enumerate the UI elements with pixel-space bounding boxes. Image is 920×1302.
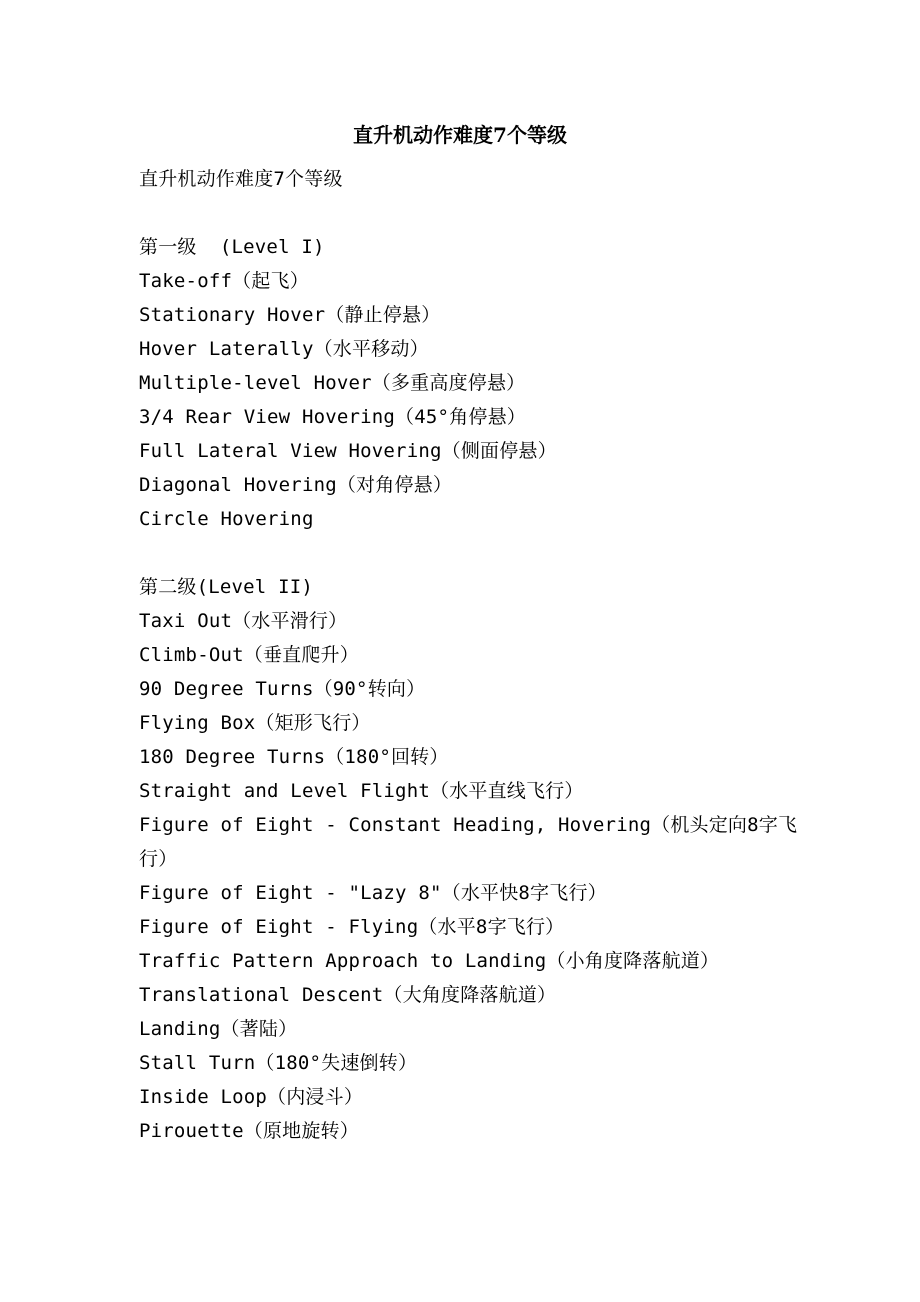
level-2-item-flying-box: Flying Box（矩形飞行）	[139, 712, 371, 734]
level-2-heading: 第二级(Level II)	[139, 576, 313, 598]
level-2-item-straight-level-flight: Straight and Level Flight（水平直线飞行）	[139, 780, 584, 802]
level-2-item-inside-loop: Inside Loop（内浸斗）	[139, 1086, 364, 1108]
level-2-item-figure-eight-lazy-8: Figure of Eight - "Lazy 8"（水平快8字飞行）	[139, 882, 607, 904]
level-2-item-translational-descent: Translational Descent（大角度降落航道）	[139, 984, 557, 1006]
level-1-item-circle-hovering: Circle Hovering	[139, 508, 314, 530]
level-2-item-climb-out: Climb-Out（垂直爬升）	[139, 644, 359, 666]
blank-line	[139, 536, 799, 570]
level-2-item-pirouette: Pirouette（原地旋转）	[139, 1120, 359, 1142]
level-2-item-stall-turn: Stall Turn（180°失速倒转）	[139, 1052, 418, 1074]
level-1-heading: 第一级 (Level I)	[139, 236, 325, 258]
level-1-item-rear-view-hovering: 3/4 Rear View Hovering（45°角停悬）	[139, 406, 526, 428]
level-1-item-takeoff: Take-off（起飞）	[139, 270, 309, 292]
document-body	[139, 162, 799, 1148]
level-2-item-taxi-out: Taxi Out（水平滑行）	[139, 610, 348, 632]
level-2-item-90-degree-turns: 90 Degree Turns（90°转向）	[139, 678, 426, 700]
level-1-item-hover-laterally: Hover Laterally（水平移动）	[139, 338, 429, 360]
blank-line	[139, 196, 799, 230]
level-1-item-diagonal-hovering: Diagonal Hovering（对角停悬）	[139, 474, 453, 496]
level-2-item-figure-eight-constant-heading: Figure of Eight - Constant Heading, Hovering（机头定向8字飞行）	[139, 814, 798, 870]
level-2-item-figure-eight-flying: Figure of Eight - Flying（水平8字飞行）	[139, 916, 565, 938]
level-2-item-landing: Landing（著陆）	[139, 1018, 298, 1040]
level-1-item-stationary-hover: Stationary Hover（静止停悬）	[139, 304, 441, 326]
level-1-item-multiple-level-hover: Multiple-level Hover（多重高度停悬）	[139, 372, 526, 394]
level-2-item-180-degree-turns: 180 Degree Turns（180°回转）	[139, 746, 449, 768]
level-1-item-full-lateral-view-hovering: Full Lateral View Hovering（侧面停悬）	[139, 440, 557, 462]
document-subtitle: 直升机动作难度7个等级	[139, 168, 343, 190]
document-title: 直升机动作难度7个等级	[353, 123, 567, 147]
level-2-item-traffic-pattern-approach: Traffic Pattern Approach to Landing（小角度降落航道）	[139, 950, 720, 972]
